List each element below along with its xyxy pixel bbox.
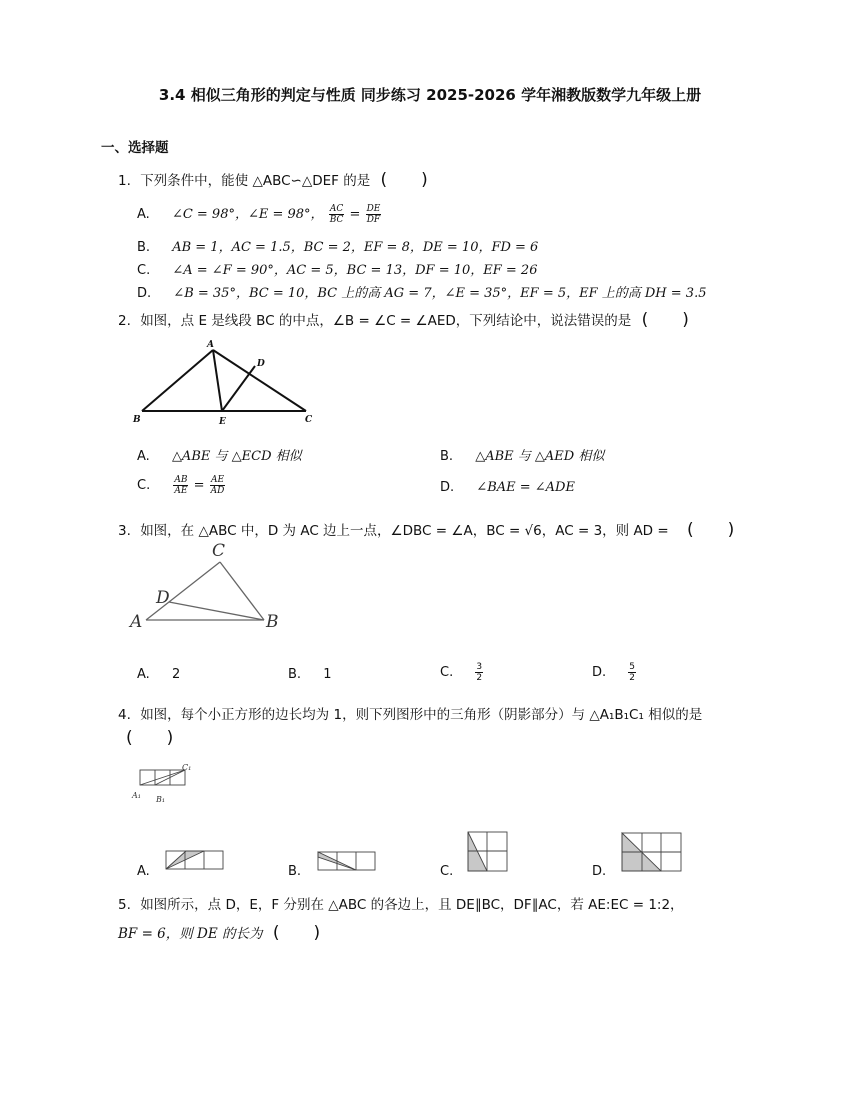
- q2-option-b[interactable]: [440, 445, 604, 464]
- q2-option-a[interactable]: [137, 445, 302, 464]
- section-heading: 一、选择题: [101, 140, 169, 156]
- question-3: [118, 515, 734, 540]
- question-stem: 如图，点 E 是线段 BC 的中点，∠B = ∠C = ∠AED，下列结论中，说法错误的是: [140, 313, 632, 329]
- q2-option-d[interactable]: [440, 480, 575, 495]
- answer-bracket: ( ): [641, 310, 689, 330]
- question-stem: 如图，每个小正方形的边长均为 1，则下列图形中的三角形（阴影部分）与 △A₁B₁C₁ 相似的是: [140, 707, 703, 723]
- numerator: AE: [210, 475, 225, 485]
- question-number: 5.: [118, 897, 131, 913]
- option-label: D.: [592, 864, 607, 879]
- q3-option-d[interactable]: [592, 662, 637, 683]
- numerator: 3: [476, 662, 483, 672]
- vertex-label-c: C: [212, 541, 226, 561]
- option-label: C.: [137, 478, 151, 493]
- option-label: A.: [137, 864, 150, 879]
- q4-option-d[interactable]: [592, 864, 606, 879]
- vertex-label-c: C: [305, 415, 313, 425]
- option-label: C.: [440, 864, 454, 879]
- option-text: ∠BAE = ∠ADE: [476, 480, 575, 495]
- option-text: ∠C = 98°，∠E = 98°，: [171, 207, 324, 222]
- option-label: B.: [137, 240, 151, 255]
- option-label: A.: [137, 207, 150, 222]
- option-label: A.: [137, 667, 150, 682]
- question-5: [118, 893, 684, 913]
- numerator: DE: [366, 204, 381, 214]
- q1-option-b[interactable]: [137, 236, 538, 255]
- option-label: B.: [440, 449, 454, 464]
- q4-option-a[interactable]: [137, 864, 150, 879]
- option-label: D.: [137, 286, 152, 301]
- option-label: D.: [592, 665, 607, 680]
- question-1: [118, 165, 428, 190]
- denominator: BC: [329, 215, 344, 225]
- question-number: 4.: [118, 707, 131, 723]
- option-label: C.: [440, 665, 454, 680]
- question-stem: 下列条件中，能使 △ABC∽△DEF 的是: [140, 173, 371, 189]
- question-stem: 如图，在 △ABC 中，D 为 AC 边上一点，∠DBC = ∠A，BC = √6，AC = 3，则 AD =: [140, 523, 669, 539]
- q3-option-a[interactable]: [137, 667, 180, 682]
- answer-bracket: ( ): [126, 728, 174, 748]
- denominator: DF: [366, 215, 381, 225]
- question-number: 1.: [118, 173, 131, 189]
- denominator: AE: [174, 486, 188, 496]
- q3-option-c[interactable]: [440, 662, 484, 683]
- q1-option-d[interactable]: [137, 282, 706, 301]
- document-title: 3.4 相似三角形的判定与性质 同步练习 2025-2026 学年湘教版数学九年级上册: [158, 86, 702, 104]
- question-number: 2.: [118, 313, 131, 329]
- q4-reference-grid: [132, 760, 202, 810]
- q4-option-a-grid: [163, 849, 225, 873]
- question-5-line-2: [118, 918, 320, 943]
- q4-option-b[interactable]: [288, 864, 301, 879]
- fraction: [329, 204, 345, 225]
- denominator: 2: [629, 673, 636, 683]
- numerator: AB: [174, 475, 188, 485]
- fraction: [366, 204, 382, 225]
- vertex-label-b: B: [133, 415, 141, 425]
- q2-triangle-figure: [125, 338, 325, 430]
- vertex-label-e: E: [219, 417, 226, 427]
- answer-bracket: ( ): [272, 923, 321, 943]
- q4-option-d-grid: [619, 830, 685, 876]
- vertex-label-a1: A₁: [132, 791, 141, 800]
- option-label: B.: [288, 667, 302, 682]
- q2-option-c[interactable]: [137, 475, 226, 496]
- option-text: 2: [171, 667, 181, 682]
- equals-sign: =: [349, 207, 361, 222]
- fraction: [210, 475, 226, 496]
- vertex-label-a: A: [207, 340, 214, 350]
- q4-option-c-grid: [465, 829, 511, 875]
- option-label: D.: [440, 480, 455, 495]
- q4-option-c[interactable]: [440, 864, 453, 879]
- option-text: 1: [323, 667, 332, 682]
- q3-triangle-figure: [128, 538, 288, 634]
- fraction: [173, 475, 188, 496]
- denominator: AD: [210, 486, 225, 496]
- denominator: 2: [476, 673, 483, 683]
- question-2: [118, 305, 689, 330]
- option-text: AB = 1，AC = 1.5，BC = 2，EF = 8，DE = 10，FD = 6: [172, 240, 539, 255]
- q3-option-b[interactable]: [288, 667, 331, 682]
- vertex-label-b1: B₁: [156, 795, 166, 804]
- fraction: [475, 662, 483, 683]
- option-text: ∠A = ∠F = 90°，AC = 5，BC = 13，DF = 10，EF = 26: [172, 263, 538, 278]
- answer-bracket: ( ): [380, 170, 428, 190]
- q1-option-a[interactable]: [137, 203, 382, 225]
- numerator: 5: [629, 662, 636, 672]
- equals-sign: =: [193, 478, 205, 493]
- question-stem-continued: BF = 6，则 DE 的长为: [118, 926, 263, 942]
- question-number: 3.: [118, 523, 131, 539]
- option-label: B.: [288, 864, 302, 879]
- vertex-label-b: B: [266, 612, 279, 632]
- q4-option-b-grid: [316, 850, 378, 874]
- numerator: AC: [329, 204, 344, 214]
- question-4: [118, 703, 702, 723]
- question-stem: 如图所示，点 D，E，F 分别在 △ABC 的各边上，且 DE∥BC，DF∥AC，若 AE:EC = 1:2，: [140, 897, 684, 913]
- q1-option-c[interactable]: [137, 259, 537, 278]
- option-label: C.: [137, 263, 151, 278]
- option-text: ∠B = 35°，BC = 10，BC 上的高 AG = 7，∠E = 35°，EF = 5，EF 上的高 DH = 3.5: [173, 286, 707, 301]
- vertex-label-c1: C₁: [182, 763, 192, 772]
- fraction: [628, 662, 636, 683]
- option-text: △ABE 与 △AED 相似: [475, 449, 605, 464]
- option-label: A.: [137, 449, 150, 464]
- vertex-label-d: D: [156, 588, 170, 608]
- option-text: △ABE 与 △ECD 相似: [171, 449, 302, 464]
- vertex-label-a: A: [130, 612, 143, 632]
- answer-bracket: ( ): [686, 520, 735, 540]
- vertex-label-d: D: [257, 359, 265, 369]
